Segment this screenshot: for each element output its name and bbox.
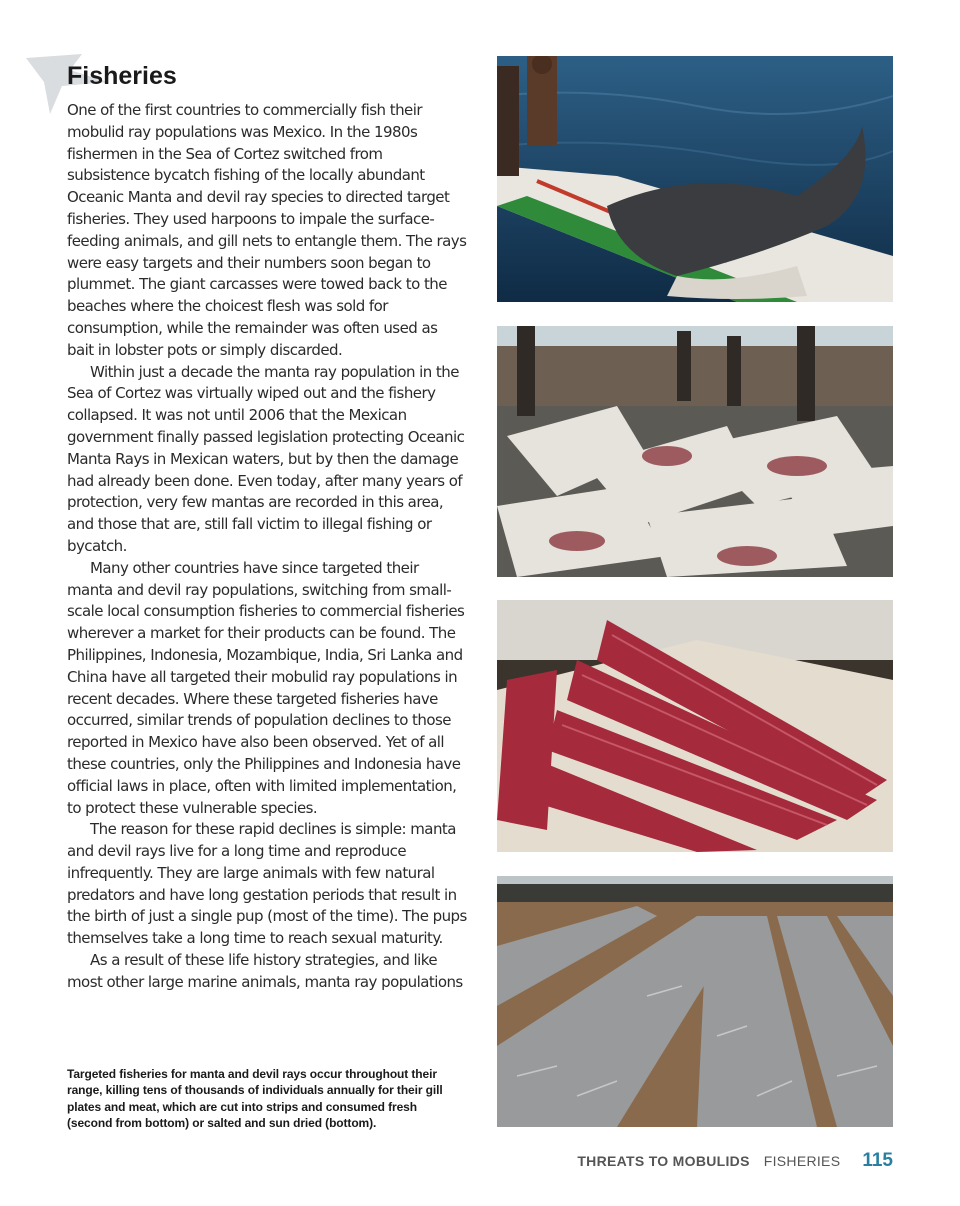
page-number: 115 bbox=[862, 1150, 893, 1171]
page-footer bbox=[577, 1150, 893, 1172]
photo-meat-strips bbox=[497, 600, 893, 852]
body-paragraph-2: Within just a decade the manta ray population in the Sea of Cortez was virtually wiped out and the fishery collapsed. It was not until 2006 that the Mexican government finally passed legislation protecting Oceanic Manta Rays in Mexican waters, but by then the damage had already been done. Even today, after many years of protection, very few mantas are recorded in this area, and those that are, still fall victim to illegal fishing or bycatch. bbox=[67, 362, 465, 555]
body-paragraph-1: One of the first countries to commercially fish their mobulid ray populations was Mexico. In the 1980s fishermen in the Sea of Cortez switched from subsistence bycatch fishing of the locally abundant Oceanic Manta and devil ray species to directed target fisheries. They used harpoons to impale the surface-feeding animals, and gill nets to entangle them. The rays were easy targets and their numbers soon began to plummet. The giant carcasses were towed back to the beaches where the choicest flesh was sold for consumption, while the remainder was often used as bait in lobster pots or simply discarded. bbox=[67, 101, 467, 359]
section-heading: Fisheries bbox=[67, 62, 177, 90]
photo-mantas-on-beach bbox=[497, 326, 893, 577]
body-paragraph-4: The reason for these rapid declines is simple: manta and devil rays live for a long time and reproduce infrequently. They are large animals with few natural predators and have long gestation periods that result in the birth of just a single pup (most of the time). The pups themselves take a long time to reach sexual maturity. bbox=[67, 820, 467, 948]
photo-caption: Targeted fisheries for manta and devil rays occur throughout their range, killing tens of thousands of individuals annually for their gill plates and meat, which are cut into strips and consumed fresh (second from bottom) or salted and sun dried (bottom). bbox=[67, 1067, 443, 1131]
article-body bbox=[67, 100, 467, 994]
footer-section-title: THREATS TO MOBULIDS bbox=[577, 1153, 750, 1169]
photo-fish-drying bbox=[497, 876, 893, 1127]
body-paragraph-3: Many other countries have since targeted their manta and devil ray populations, switching from small-scale local consumption fisheries to commercial fisheries wherever a market for their products can be found. The Philippines, Indonesia, Mozambique, India, Sri Lanka and China have all targeted their mobulid ray populations in recent decades. Where these targeted fisheries have occurred, similar trends of population declines to those reported in Mexico have also been observed. Yet of all these countries, only the Philippines and Indonesia have official laws in place, often with limited implementation, to protect these vulnerable species. bbox=[67, 558, 465, 817]
photo-manta-on-boat bbox=[497, 56, 893, 302]
footer-subsection-title: FISHERIES bbox=[763, 1153, 841, 1169]
body-paragraph-5: As a result of these life history strategies, and like most other large marine animals, manta ray populations bbox=[67, 951, 463, 991]
